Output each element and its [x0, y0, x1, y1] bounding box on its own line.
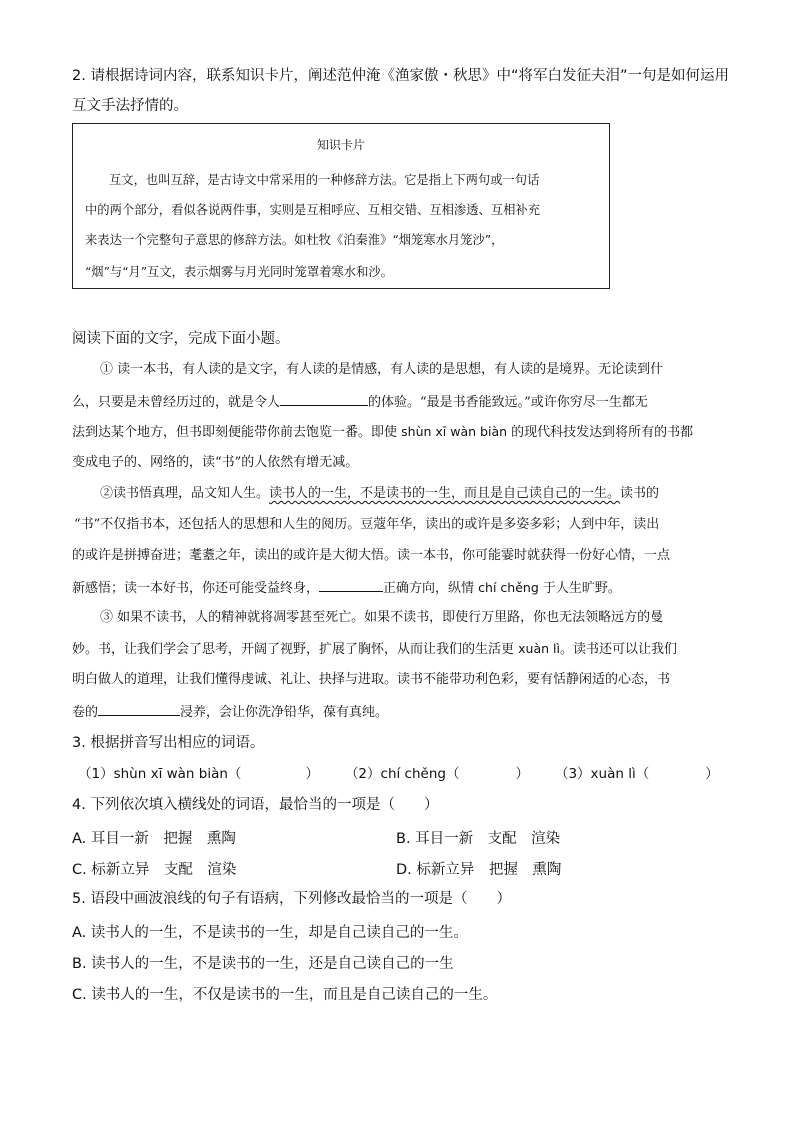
- question-4-option-a[interactable]: A. 耳目一新 把握 熏陶: [72, 831, 236, 847]
- question-4-option-d[interactable]: D. 标新立异 把握 熏陶: [396, 862, 562, 878]
- wavy-underlined-sentence: 读书人的一生，不是读书的一生，而且是自己读自己的一生。: [269, 486, 621, 501]
- fill-blank-1: [280, 391, 368, 406]
- knowledge-card-line: 中的两个部分，看似各说两件事，实则是互相呼应、互相交错、互相渗透、互相补充: [85, 203, 540, 217]
- question-5-option-c[interactable]: C. 读书人的一生，不仅是读书的一生，而且是自己读自己的一生。: [72, 987, 498, 1003]
- paragraph-text: 妙。书，让我们学会了思考，开阔了视野，扩展了胸怀，从而让我们的生活更: [72, 642, 515, 657]
- knowledge-card-line: 互文，也叫互辞，是古诗文中常采用的一种修辞方法。它是指上下两句或一句话: [109, 173, 540, 187]
- paragraph-text: 读书的: [620, 486, 660, 501]
- pinyin-item-3: （3）xuàn lì（: [554, 766, 650, 782]
- knowledge-card-line: “烟”与“月”互文，表示烟雾与月光同时笼罩着寒水和沙。: [85, 265, 393, 279]
- question-5-option-b[interactable]: B. 读书人的一生，不是读书的一生，还是自己读自己的一生: [72, 956, 454, 972]
- pinyin-text: chí chěng: [478, 580, 539, 595]
- paragraph-text: 么，只要是未曾经历过的，就是令人: [72, 395, 281, 410]
- question-4-title: 4. 下列依次填入横线处的词语，最恰当的一项是（ ）: [72, 797, 439, 813]
- paragraph-1-line: 变成电子的、网络的，读“书”的人依然有增无减。: [72, 455, 359, 470]
- paragraph-text: 。读书还可以让我们: [559, 642, 677, 657]
- paragraph-3-line: 明白做人的道理，让我们懂得虔诚、礼让、抉择与进取。读书不能带功利色彩，要有恬静闲适的心态，书: [72, 672, 671, 687]
- paragraph-text: 浸养，会让你洗净铅华，葆有真纯。: [180, 705, 389, 720]
- paragraph-text: 卷的: [72, 705, 99, 720]
- paragraph-text: 的体验。“最是书香能致远。”或许你穷尽一生都无: [368, 395, 648, 410]
- paragraph-2-line: [72, 577, 621, 599]
- paragraph-2-line: 的或许是拼搏奋进；耄耋之年，读出的或许是大彻大悟。读一本书，你可能霎时就获得一份好心情，一点: [72, 548, 671, 563]
- pinyin-item-2: （2）chí chěng（: [344, 766, 460, 782]
- question-4-option-c[interactable]: C. 标新立异 支配 渲染: [72, 862, 237, 878]
- paragraph-2-line: “书”不仅指书本，还包括人的思想和人生的阅历。豆蔻年华，读出的或许是多姿多彩；人到中年，读出: [74, 517, 660, 532]
- paragraph-3-line: ③ 如果不读书，人的精神就将凋零甚至死亡。如果不读书，即使行万里路，你也无法领略远方的曼: [100, 610, 664, 625]
- question-5-title: 5. 语段中画波浪线的句子有语病，下列修改最恰当的一项是（ ）: [72, 891, 511, 907]
- pinyin-text: xuàn lì: [518, 641, 560, 656]
- paragraph-text: 法到达某个地方，但书即刻便能带你前去饱览一番。即使: [72, 425, 398, 440]
- paragraph-1-line: ① 读一本书，有人读的是文字，有人读的是情感，有人读的是思想，有人读的是境界。无论读到什: [100, 362, 664, 377]
- bracket-close: ）: [515, 766, 529, 782]
- fill-blank-2: [319, 577, 383, 592]
- paragraph-2-line: [100, 484, 659, 504]
- paragraph-text: 于人生旷野。: [542, 581, 621, 596]
- paragraph-1-line: [72, 422, 693, 443]
- knowledge-card: [72, 123, 610, 289]
- question-4-option-b[interactable]: B. 耳目一新 支配 渲染: [396, 831, 561, 847]
- knowledge-card-title: 知识卡片: [316, 138, 365, 152]
- paragraph-text: 的现代科技发达到将所有的书都: [511, 425, 694, 440]
- pinyin-item-1: （1）shùn xī wàn biàn（: [78, 766, 242, 782]
- question-2-text: 2. 请根据诗词内容，联系知识卡片，阐述范仲淹《渔家傲・秋思》中“将军白发征夫泪”一句是如何运用: [72, 68, 729, 84]
- question-5-option-a[interactable]: A. 读书人的一生，不是读书的一生，却是自己读自己的一生。: [72, 925, 468, 941]
- paragraph-text: 新感悟；读一本好书，你还可能受益终身，: [72, 581, 320, 596]
- reading-instruction: 阅读下面的文字，完成下面小题。: [72, 331, 290, 347]
- paragraph-text: ②读书悟真理，品文知人生。: [100, 486, 270, 501]
- paragraph-3-line: [72, 701, 388, 723]
- knowledge-card-line: 来表达一个完整句子意思的修辞方法。如杜牧《泊秦淮》“烟笼寒水月笼沙”，: [85, 233, 504, 247]
- bracket-close: ）: [705, 766, 719, 782]
- question-2-text-cont: 互文手法抒情的。: [72, 98, 188, 114]
- question-3-items: [78, 764, 719, 784]
- question-3-title: 3. 根据拼音写出相应的词语。: [72, 735, 265, 751]
- paragraph-1-line: [72, 391, 648, 413]
- bracket-close: ）: [305, 766, 319, 782]
- fill-blank-3: [98, 701, 180, 716]
- paragraph-text: 正确方向，纵情: [383, 581, 475, 596]
- paragraph-3-line: [72, 639, 677, 660]
- pinyin-text: shùn xī wàn biàn: [401, 424, 508, 439]
